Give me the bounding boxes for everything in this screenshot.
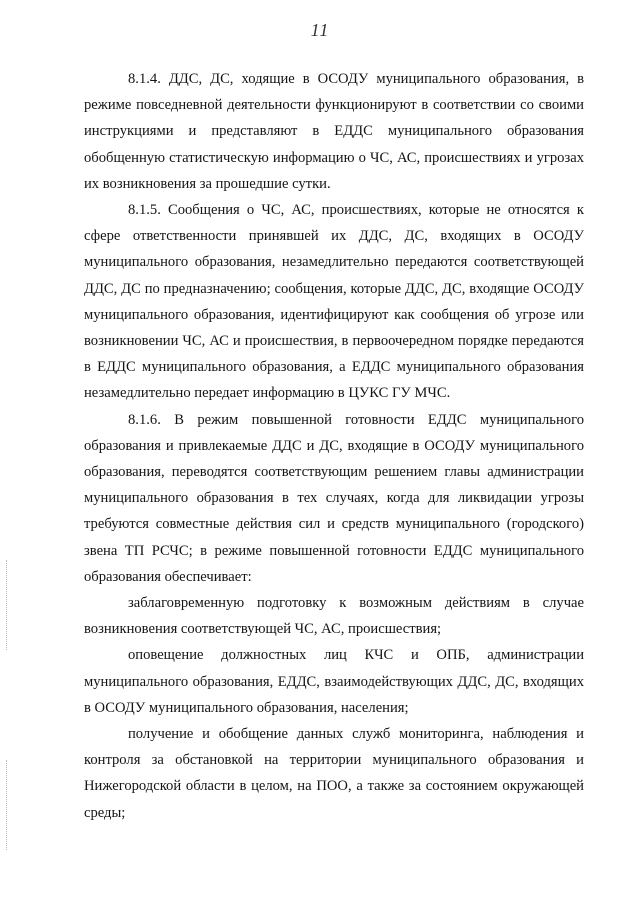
binding-margin-mark — [6, 560, 8, 650]
list-item-monitoring: получение и обобщение данных служб мониторинга, наблюдения и контроля за обстановкой на территории муниципального образования и Нижегородской области в целом, на ПОО, а также за состоянием окружающей среды; — [84, 726, 584, 821]
binding-margin-mark — [6, 760, 8, 850]
list-item-notification: оповещение должностных лиц КЧС и ОПБ, администрации муниципального образования, ЕДДС, взаимодействующих ДДС, ДС, входящих в ОСОДУ муниципального образования, населения; — [84, 647, 584, 716]
document-body — [84, 66, 584, 826]
paragraph-8-1-5: 8.1.5. Сообщения о ЧС, АС, происшествиях, которые не относятся к сфере ответственности принявшей их ДДС, ДС, входящих в ОСОДУ муниципального образования, незамедлительно передаются соответствующей ДДС, ДС по предназначению; сообщения, которые ДДС, ДС, входящие ОСОДУ муниципального образования, идентифицируют как сообщения об угрозе или возникновении ЧС, АС и происшествия, в первоочередном порядке передаются в ЕДДС муниципального образования, а ЕДДС муниципального образования незамедлительно передает информацию в ЦУКС ГУ МЧС. — [84, 202, 584, 402]
paragraph-8-1-4: 8.1.4. ДДС, ДС, ходящие в ОСОДУ муниципального образования, в режиме повседневной деятельности функционируют в соответствии со своими инструкциями и представляют в ЕДДС муниципального образования обобщенную статистическую информацию о ЧС, АС, происшествиях и угрозах их возникновения за прошедшие сутки. — [84, 71, 584, 192]
list-item-preparation: заблаговременную подготовку к возможным действиям в случае возникновения соответствующей ЧС, АС, происшествия; — [84, 595, 584, 638]
paragraph-8-1-6: 8.1.6. В режим повышенной готовности ЕДДС муниципального образования и привлекаемые ДДС и ДС, входящие в ОСОДУ муниципального образования, переводятся соответствующим решением главы администрации муниципального образования в тех случаях, когда для ликвидации угрозы требуются совместные действия сил и средств муниципального (городского) звена ТП РСЧС; в режиме повышенной готовности ЕДДС муниципального образования обеспечивает: — [84, 411, 584, 585]
page-number: 11 — [310, 20, 330, 40]
